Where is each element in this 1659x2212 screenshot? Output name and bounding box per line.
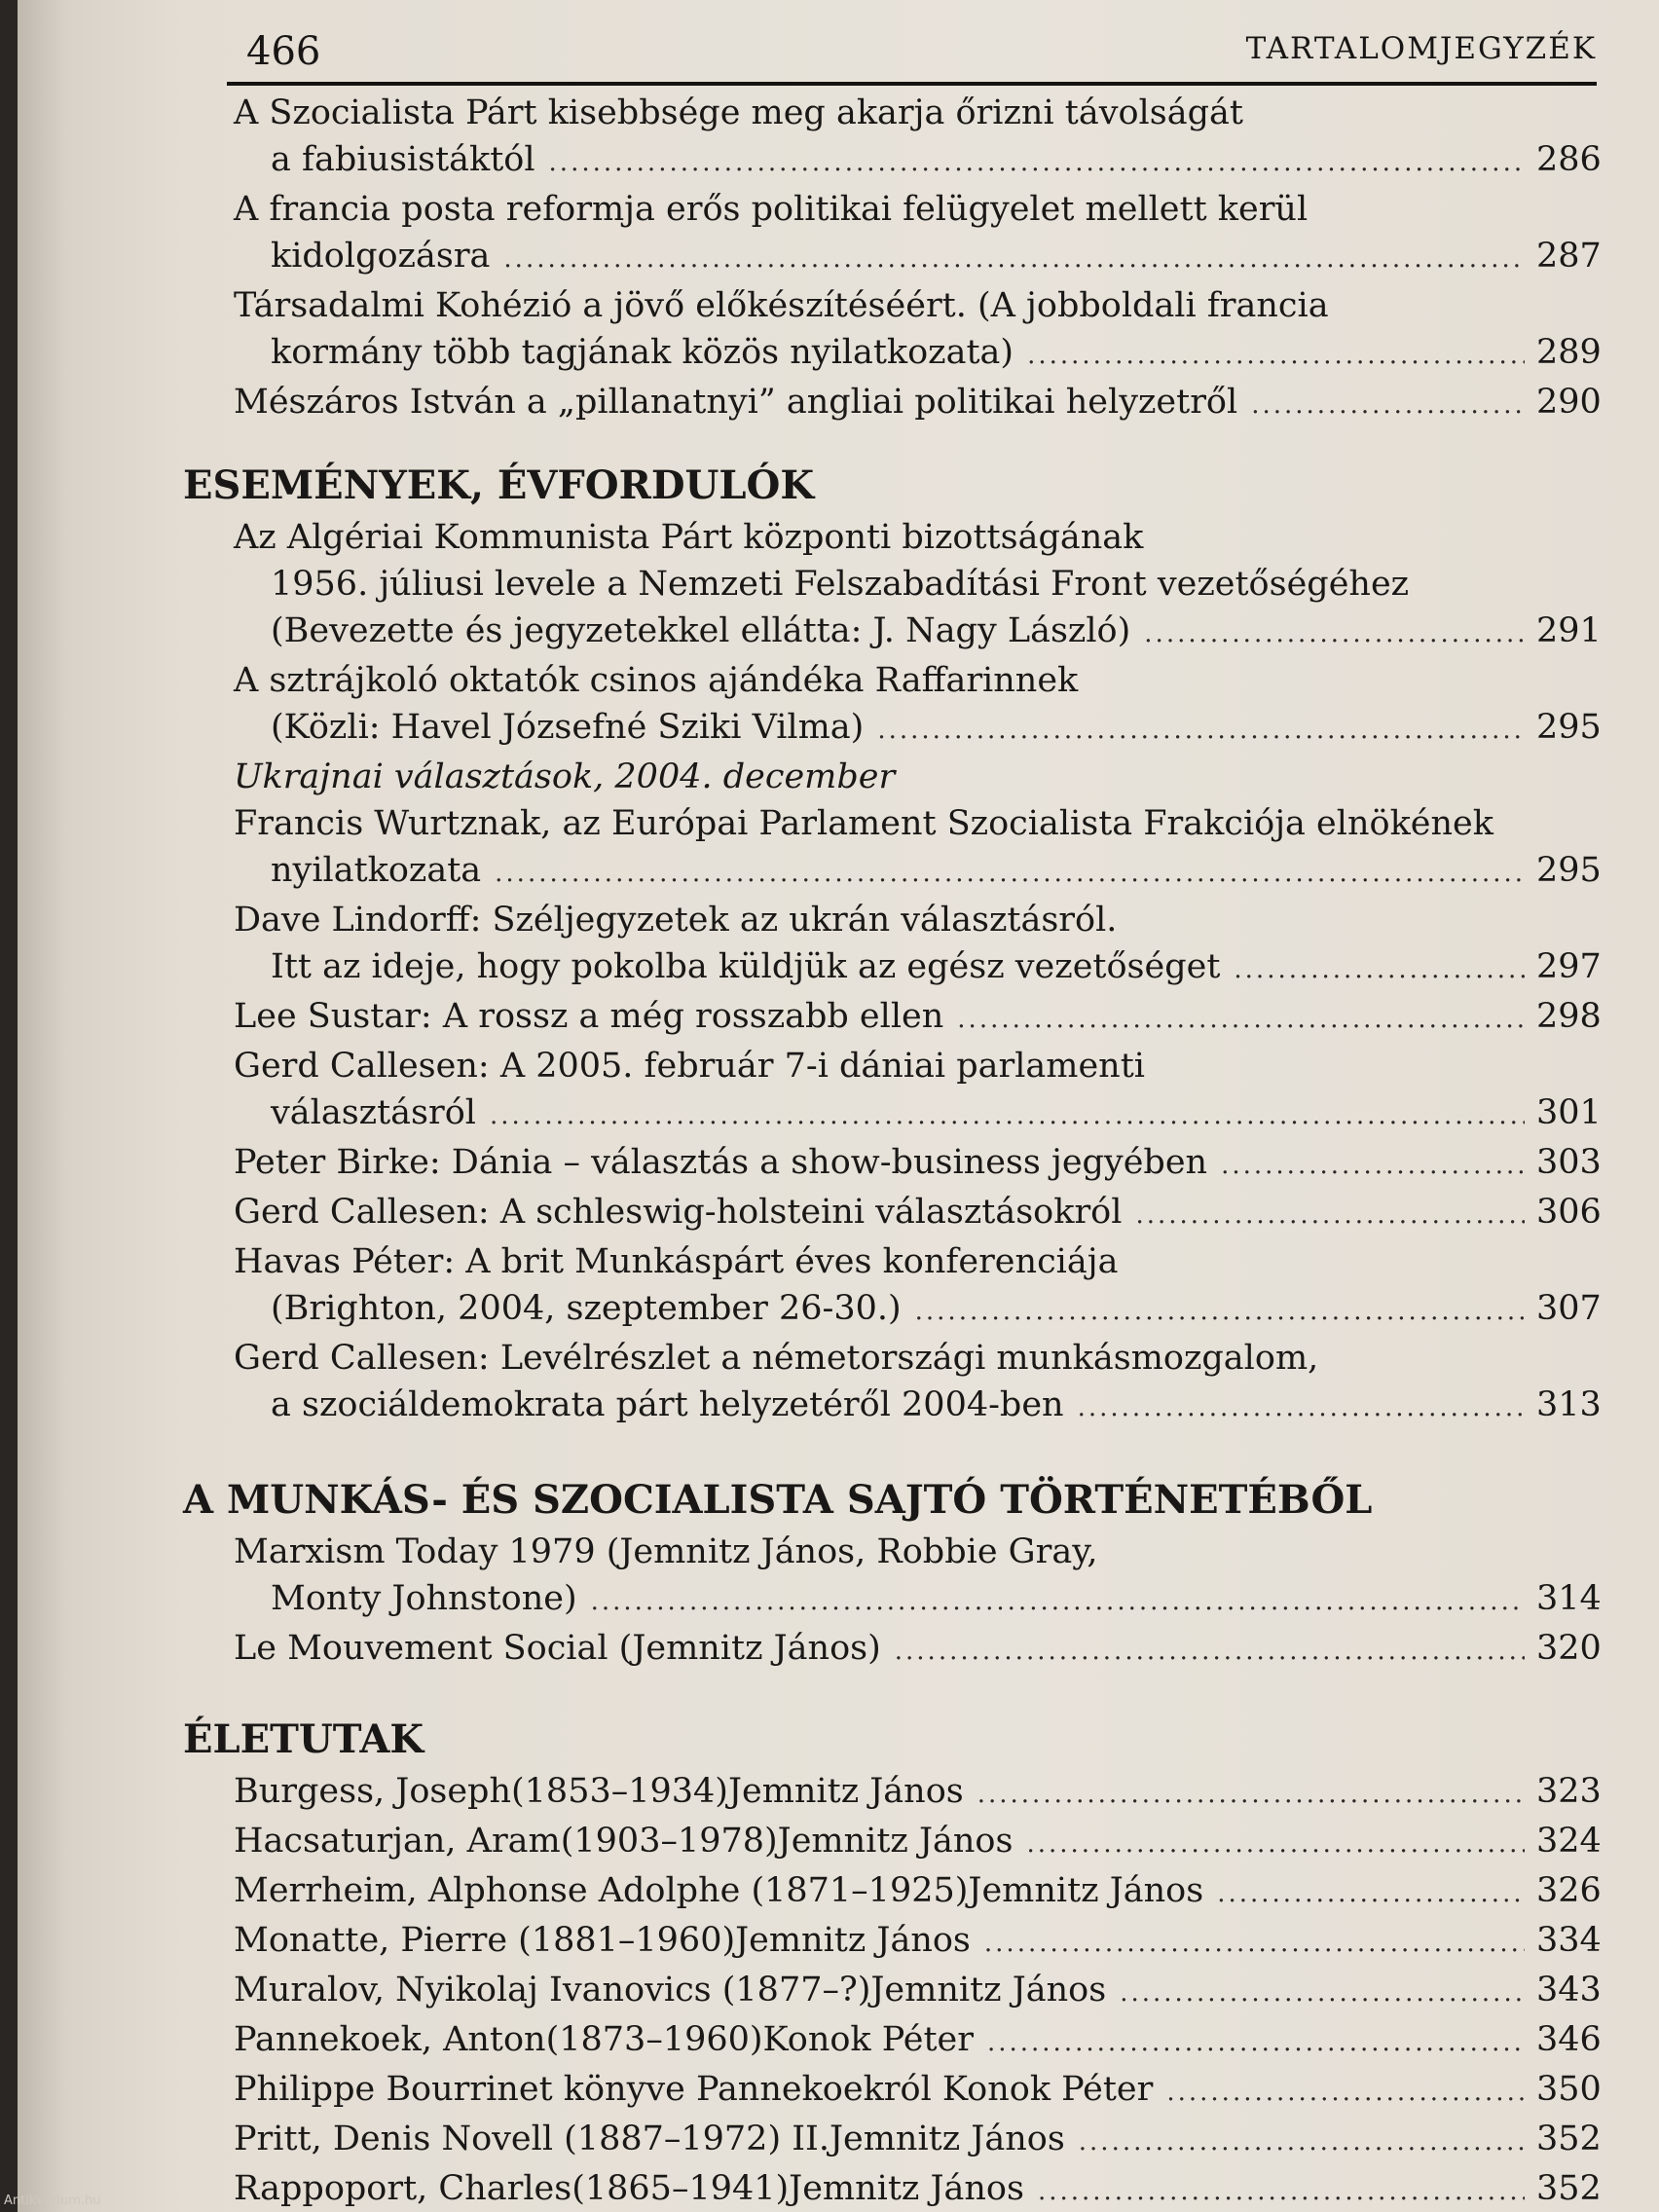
toc-entry <box>234 993 1601 1043</box>
entry-title-line: Pannekoek, Anton(1873–1960)Konok Péter <box>234 2020 974 2059</box>
dot-leader <box>490 1092 1525 1139</box>
entry-title-line: Gerd Callesen: A schleswig-holsteini választásokról <box>234 1193 1123 1232</box>
entry-page-number: 295 <box>1536 708 1602 747</box>
entry-title-line: Rappoport, Charles(1865–1941)Jemnitz János <box>234 2169 1024 2208</box>
entry-title-line: (Bevezette és jegyzetekkel ellátta: J. Nagy László) <box>271 611 1131 650</box>
dot-leader <box>1026 1821 1525 1867</box>
dot-leader <box>1078 1384 1525 1431</box>
entry-title-line: A sztrájkoló oktatók csinos ajándéka Raffarinnek <box>234 661 1079 700</box>
entry-title-line: Dave Lindorff: Széljegyzetek az ukrán választásról. <box>234 901 1118 940</box>
dot-leader <box>895 1628 1525 1675</box>
entry-title-line: Itt az ideje, hogy pokolba küldjük az egész vezetőséget <box>271 947 1221 986</box>
toc-entry <box>234 1139 1601 1189</box>
entry-page-number: 298 <box>1536 997 1602 1036</box>
entry-title-line: Peter Birke: Dánia – választás a show-business jegyében <box>234 1143 1208 1182</box>
entry-page-number: 324 <box>1536 1822 1602 1861</box>
entry-page-number: 352 <box>1536 2120 1602 2158</box>
entry-page-number: 295 <box>1536 851 1602 890</box>
entry-title-line: (Brighton, 2004, szeptember 26-30.) <box>271 1289 902 1328</box>
entry-title-line: kidolgozásra <box>271 237 491 276</box>
dot-leader <box>877 707 1525 754</box>
dot-leader <box>1120 1970 1525 2016</box>
entry-title-line: nyilatkozata <box>271 851 482 890</box>
entry-page-number: 346 <box>1536 2020 1602 2059</box>
toc-entry <box>234 1625 1601 1675</box>
watermark: Antikvarium.hu <box>4 2194 101 2208</box>
entry-page-number: 291 <box>1536 611 1602 650</box>
entry-title-line: Pritt, Denis Novell (1887–1972) II.Jemnitz János <box>234 2120 1065 2158</box>
dot-leader <box>1251 382 1525 428</box>
dot-leader <box>503 236 1525 282</box>
entry-page-number: 343 <box>1536 1971 1602 2009</box>
entry-title-line: Lee Sustar: A rossz a még rosszabb ellen <box>234 997 944 1036</box>
entry-page-number: 307 <box>1536 1289 1602 1328</box>
entry-title-line: Monatte, Pierre (1881–1960)Jemnitz János <box>234 1921 971 1960</box>
dot-leader <box>591 1578 1525 1625</box>
dot-leader <box>987 2019 1525 2066</box>
entry-page-number: 306 <box>1536 1193 1602 1232</box>
toc-entry <box>234 282 1601 379</box>
dot-leader <box>549 139 1525 186</box>
entry-title-line: Marxism Today 1979 (Jemnitz János, Robbie Gray, <box>234 1532 1098 1571</box>
table-of-contents <box>183 90 1602 2212</box>
toc-entry <box>234 2116 1601 2165</box>
entry-page-number: 320 <box>1536 1629 1602 1668</box>
entry-title-line: Havas Péter: A brit Munkáspárt éves konferenciája <box>234 1242 1119 1281</box>
subsection-heading: Ukrajnai választások, 2004. december <box>234 757 896 796</box>
toc-entry <box>234 1335 1601 1431</box>
entry-page-number: 303 <box>1536 1143 1602 1182</box>
toc-entry <box>234 1529 1601 1625</box>
toc-entry <box>234 186 1601 282</box>
entry-title-line: (Közli: Havel Józsefné Sziki Vilma) <box>271 708 865 747</box>
toc-entry <box>234 90 1601 186</box>
page-number: 466 <box>246 29 321 74</box>
toc-entry <box>234 1917 1601 1967</box>
toc-entry <box>234 1967 1601 2016</box>
toc-entry <box>234 800 1601 897</box>
entry-title-line: Le Mouvement Social (Jemnitz János) <box>234 1629 881 1668</box>
dot-leader <box>957 996 1525 1043</box>
dot-leader <box>1135 1192 1525 1238</box>
entry-title-line: Philippe Bourrinet könyve Pannekoekról Konok Péter <box>234 2070 1154 2109</box>
entry-page-number: 352 <box>1536 2169 1602 2208</box>
entry-page-number: 323 <box>1536 1772 1602 1811</box>
entry-page-number: 290 <box>1536 383 1602 422</box>
book-page <box>18 0 1659 2212</box>
entry-page-number: 334 <box>1536 1921 1602 1960</box>
entry-page-number: 286 <box>1536 140 1602 179</box>
entry-title-line: választásról <box>271 1093 476 1132</box>
entry-title-line: 1956. júliusi levele a Nemzeti Felszabadítási Front vezetőségéhez <box>271 565 1410 604</box>
entry-title-line: kormány több tagjának közös nyilatkozata) <box>271 333 1014 372</box>
entry-page-number: 287 <box>1536 237 1602 276</box>
dot-leader <box>1027 332 1525 379</box>
dot-leader <box>977 1771 1525 1818</box>
entry-title-line: Hacsaturjan, Aram(1903–1978)Jemnitz János <box>234 1822 1014 1861</box>
entry-page-number: 289 <box>1536 333 1602 372</box>
toc-entry <box>234 1238 1601 1335</box>
toc-entry <box>234 1043 1601 1139</box>
toc-entry <box>234 2165 1601 2212</box>
dot-leader <box>1217 1870 1525 1917</box>
entry-title-line: Burgess, Joseph(1853–1934)Jemnitz János <box>234 1772 964 1811</box>
entry-title-line: Gerd Callesen: A 2005. február 7-i dániai parlamenti <box>234 1047 1145 1086</box>
entry-title-line: Monty Johnstone) <box>271 1579 577 1618</box>
toc-entry <box>234 1189 1601 1238</box>
entry-page-number: 350 <box>1536 2070 1602 2109</box>
dot-leader <box>1166 2069 1525 2116</box>
section-heading: A MUNKÁS- ÉS SZOCIALISTA SAJTÓ TÖRTÉNETÉBŐL <box>183 1477 1373 1523</box>
entry-title-line: Muralov, Nyikolaj Ivanovics (1877–?)Jemnitz János <box>234 1971 1107 2009</box>
toc-entry <box>234 657 1601 754</box>
toc-entry <box>234 1768 1601 1818</box>
dot-leader <box>1234 946 1525 993</box>
dot-leader <box>984 1920 1525 1967</box>
dot-leader <box>1038 2168 1525 2212</box>
dot-leader <box>495 850 1525 897</box>
toc-entry <box>234 897 1601 993</box>
toc-entry <box>234 379 1601 428</box>
entry-title-line: A francia posta reformja erős politikai felügyelet mellett kerül <box>234 190 1309 229</box>
dot-leader <box>1079 2119 1525 2165</box>
entry-title-line: A Szocialista Párt kisebbsége meg akarja őrizni távolságát <box>234 93 1243 132</box>
entry-page-number: 326 <box>1536 1871 1602 1910</box>
dot-leader <box>1221 1142 1525 1189</box>
dot-leader <box>1144 610 1525 657</box>
entry-title-line: a szociáldemokrata párt helyzetéről 2004-ben <box>271 1385 1064 1424</box>
entry-title-line: a fabiusistáktól <box>271 140 535 179</box>
entry-title-line: Merrheim, Alphonse Adolphe (1871–1925)Jemnitz János <box>234 1871 1204 1910</box>
entry-title-line: Francis Wurtznak, az Európai Parlament Szocialista Frakciója elnökének <box>234 804 1493 843</box>
entry-title-line: Társadalmi Kohézió a jövő előkészítéséért. (A jobboldali francia <box>234 286 1329 325</box>
entry-page-number: 297 <box>1536 947 1602 986</box>
toc-entry <box>234 1818 1601 1867</box>
entry-title-line: Gerd Callesen: Levélrészlet a németországi munkásmozgalom, <box>234 1339 1319 1378</box>
toc-entry <box>234 2066 1601 2116</box>
entry-page-number: 301 <box>1536 1093 1602 1132</box>
section-heading: ESEMÉNYEK, ÉVFORDULÓK <box>183 462 815 508</box>
entry-title-line: Az Algériai Kommunista Párt központi bizottságának <box>234 518 1144 557</box>
entry-page-number: 313 <box>1536 1385 1602 1424</box>
dot-leader <box>915 1288 1525 1335</box>
running-title: TARTALOMJEGYZÉK <box>1245 31 1597 66</box>
toc-entry <box>234 2016 1601 2066</box>
entry-page-number: 314 <box>1536 1579 1602 1618</box>
page-header <box>227 21 1597 86</box>
toc-entry <box>234 514 1601 657</box>
section-heading: ÉLETUTAK <box>183 1716 424 1762</box>
entry-title-line: Mészáros István a „pillanatnyi” angliai politikai helyzetről <box>234 383 1238 422</box>
toc-entry <box>234 1867 1601 1917</box>
